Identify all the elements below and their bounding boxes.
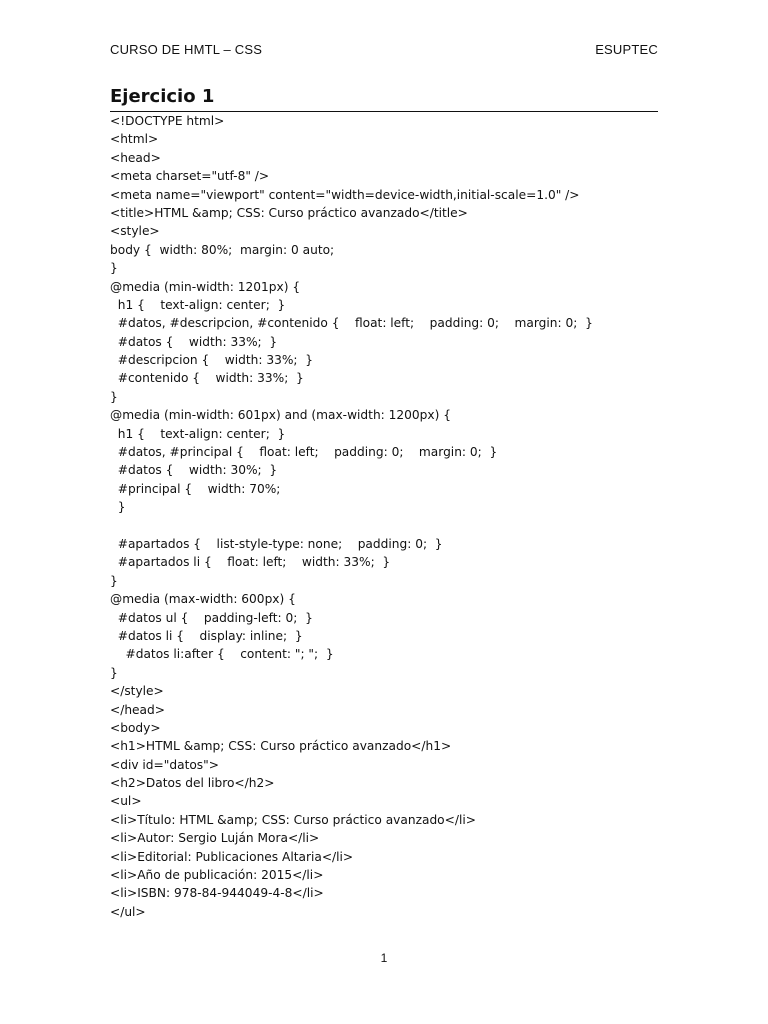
code-line: #datos { width: 33%; } <box>110 334 278 349</box>
header-course-title: CURSO DE HMTL – CSS <box>110 42 263 57</box>
code-line: <title>HTML &amp; CSS: Curso práctico avanzado</title> <box>110 205 468 220</box>
code-line: @media (max-width: 600px) { <box>110 592 296 607</box>
code-line: <li>ISBN: 978-84-944049-4-8</li> <box>110 886 324 901</box>
code-line: <body> <box>110 720 161 735</box>
code-line <box>110 517 670 535</box>
page-header <box>110 42 658 62</box>
code-line: <style> <box>110 224 160 239</box>
code-line: h1 { text-align: center; } <box>110 297 286 312</box>
code-line: @media (min-width: 601px) and (max-width: 1200px) { <box>110 408 452 423</box>
code-line: <html> <box>110 132 159 147</box>
exercise-title: Ejercicio 1 <box>110 85 658 112</box>
code-line: #datos li:after { content: "; "; } <box>110 647 334 662</box>
code-line: #descripcion { width: 33%; } <box>110 353 314 368</box>
code-line: @media (min-width: 1201px) { <box>110 279 301 294</box>
code-line: <head> <box>110 150 161 165</box>
code-line: } <box>110 261 118 276</box>
code-line: #principal { width: 70%; <box>110 481 281 496</box>
code-line: </ul> <box>110 904 146 919</box>
code-line: <ul> <box>110 794 142 809</box>
code-line: <meta name="viewport" content="width=device-width,initial-scale=1.0" /> <box>110 187 580 202</box>
code-line: } <box>110 665 118 680</box>
code-line: <div id="datos"> <box>110 757 219 772</box>
code-line: #apartados { list-style-type: none; padding: 0; } <box>110 536 443 551</box>
code-line: #datos ul { padding-left: 0; } <box>110 610 313 625</box>
code-line: #datos li { display: inline; } <box>110 628 303 643</box>
code-line: <li>Editorial: Publicaciones Altaria</li> <box>110 849 354 864</box>
code-line: </style> <box>110 684 164 699</box>
header-organization: ESUPTEC <box>595 42 658 57</box>
code-line: #datos { width: 30%; } <box>110 463 278 478</box>
code-line: #datos, #descripcion, #contenido { float: left; padding: 0; margin: 0; } <box>110 316 593 331</box>
page-number: 1 <box>380 951 388 965</box>
code-line: #apartados li { float: left; width: 33%; } <box>110 555 391 570</box>
code-line: <li>Título: HTML &amp; CSS: Curso práctico avanzado</li> <box>110 812 476 827</box>
code-line: h1 { text-align: center; } <box>110 426 286 441</box>
code-line: } <box>110 389 118 404</box>
code-line: <h1>HTML &amp; CSS: Curso práctico avanzado</h1> <box>110 739 452 754</box>
code-line: <h2>Datos del libro</h2> <box>110 776 275 791</box>
code-line: #datos, #principal { float: left; padding: 0; margin: 0; } <box>110 445 498 460</box>
code-line: <li>Autor: Sergio Luján Mora</li> <box>110 831 320 846</box>
code-line: <!DOCTYPE html> <box>110 114 225 128</box>
code-line: body { width: 80%; margin: 0 auto; <box>110 242 335 257</box>
code-line: } <box>110 500 126 515</box>
code-line: <meta charset="utf-8" /> <box>110 169 270 184</box>
code-line: <li>Año de publicación: 2015</li> <box>110 868 324 883</box>
code-line: } <box>110 573 118 588</box>
code-listing <box>110 112 670 921</box>
code-line: #contenido { width: 33%; } <box>110 371 304 386</box>
code-line: </head> <box>110 702 165 717</box>
